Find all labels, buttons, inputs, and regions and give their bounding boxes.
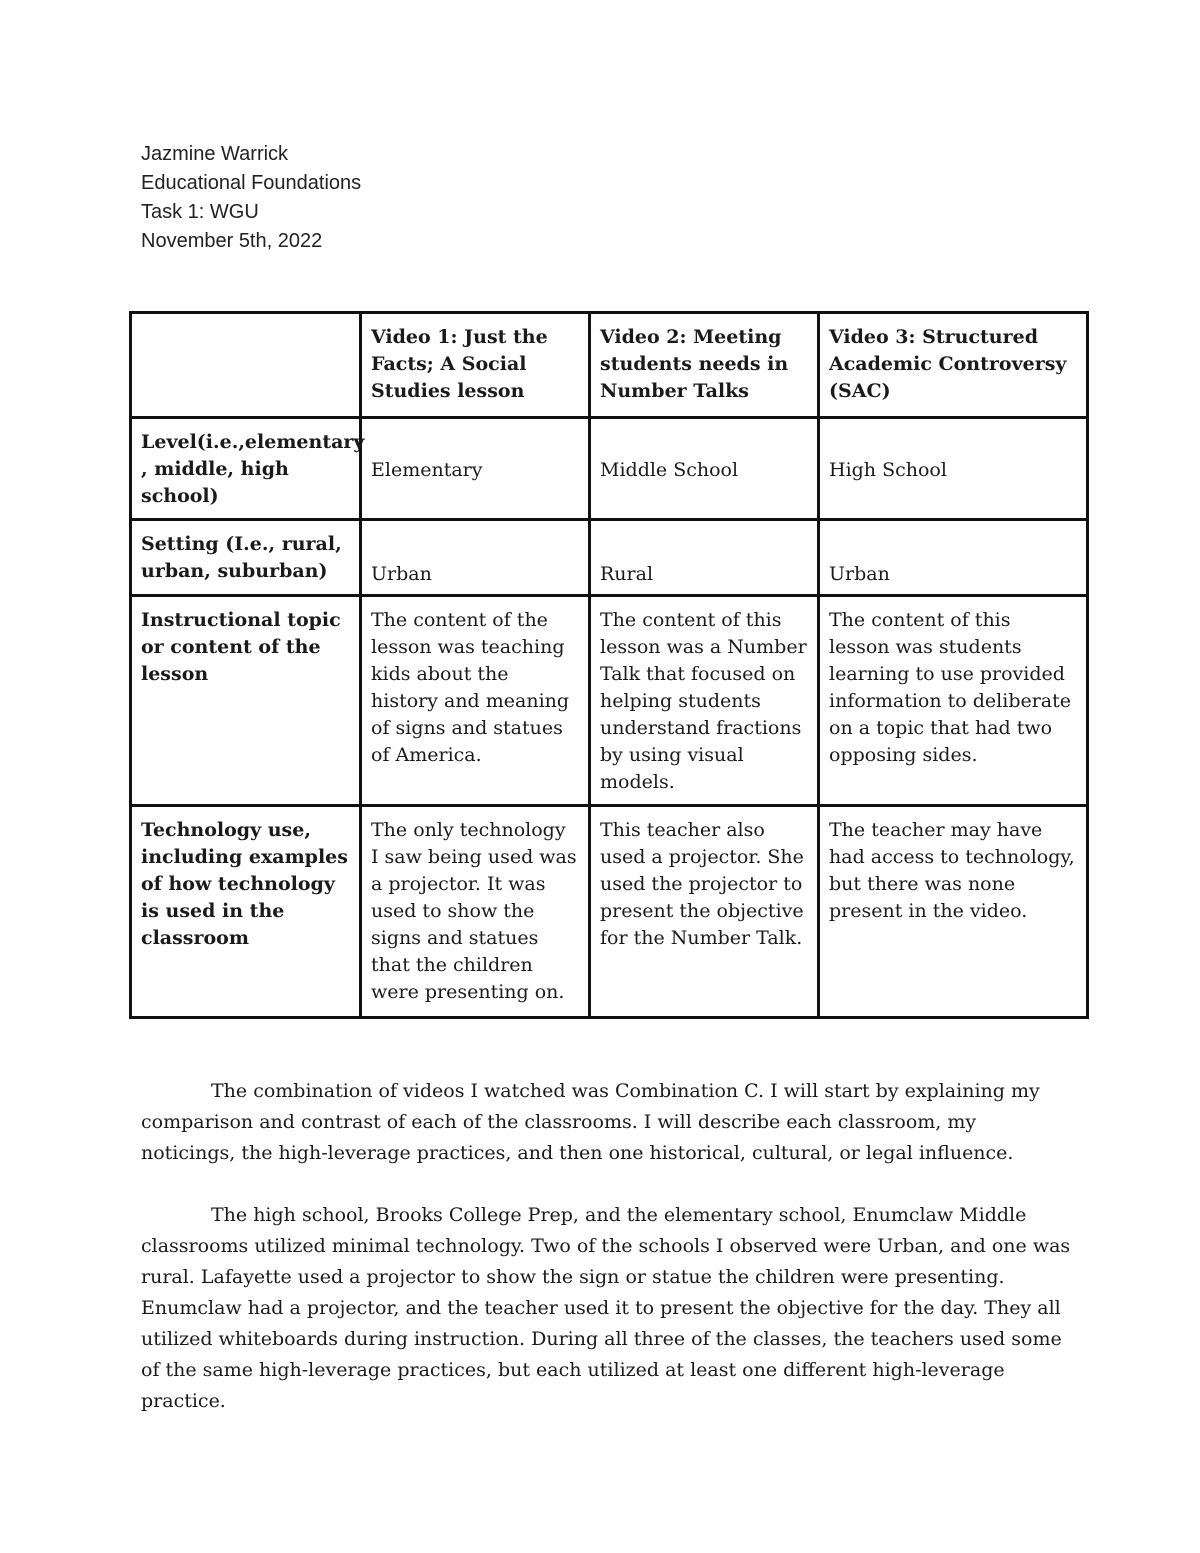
table-cell: Rural	[590, 520, 819, 596]
document-header	[141, 140, 361, 256]
row-header-level: Level(i.e.,elementary , middle, high school)	[131, 418, 361, 520]
table-corner-cell	[131, 313, 361, 418]
row-header-setting: Setting (I.e., rural, urban, suburban)	[131, 520, 361, 596]
table-cell: The teacher may have had access to technology, but there was none present in the video.	[819, 806, 1088, 1018]
table-row-instructional-topic	[131, 596, 1088, 806]
table-cell: Urban	[819, 520, 1088, 596]
table-cell: The content of this lesson was students learning to use provided information to deliberate on a topic that had two opposing sides.	[819, 596, 1088, 806]
column-header-video-1: Video 1: Just the Facts; A Social Studies lesson	[361, 313, 590, 418]
essay-body	[141, 1076, 1071, 1448]
task-label: Task 1: WGU	[141, 201, 259, 223]
table-cell: Urban	[361, 520, 590, 596]
document-date: November 5th, 2022	[141, 230, 323, 252]
course-name: Educational Foundations	[141, 172, 362, 194]
table-cell: The only technology I saw being used was a projector. It was used to show the signs and statues that the children were presenting on.	[361, 806, 590, 1018]
paragraph: The high school, Brooks College Prep, and the elementary school, Enumclaw Middle classrooms utilized minimal technology. Two of the schools I observed were Urban, and one was rural. Lafayette used a projector to show the sign or statue the children were presenting. Enumclaw had a projector, and the teacher used it to present the objective for the day. They all utilized whiteboards during instruction. During all three of the classes, the teachers used some of the same high-leverage practices, but each utilized at least one different high-leverage practice.	[141, 1204, 1071, 1412]
table-header-row	[131, 313, 1088, 418]
table-cell: Middle School	[590, 418, 819, 520]
table-cell: This teacher also used a projector. She used the projector to present the objective for the Number Talk.	[590, 806, 819, 1018]
author-name: Jazmine Warrick	[141, 143, 289, 165]
row-header-technology-use: Technology use, including examples of how technology is used in the classroom	[131, 806, 361, 1018]
table-cell: The content of the lesson was teaching kids about the history and meaning of signs and statues of America.	[361, 596, 590, 806]
table-cell: Elementary	[361, 418, 590, 520]
row-header-instructional-topic: Instructional topic or content of the lesson	[131, 596, 361, 806]
table-row-technology-use	[131, 806, 1088, 1018]
table-cell: The content of this lesson was a Number Talk that focused on helping students understand fractions by using visual models.	[590, 596, 819, 806]
column-header-video-2: Video 2: Meeting students needs in Number Talks	[590, 313, 819, 418]
paragraph: The combination of videos I watched was Combination C. I will start by explaining my comparison and contrast of each of the classrooms. I will describe each classroom, my noticings, the high-leverage practices, and then one historical, cultural, or legal influence.	[141, 1080, 1040, 1164]
table-row-setting	[131, 520, 1088, 596]
comparison-table	[129, 311, 1089, 1019]
column-header-video-3: Video 3: Structured Academic Controversy (SAC)	[819, 313, 1088, 418]
table-row-level	[131, 418, 1088, 520]
table-cell: High School	[819, 418, 1088, 520]
